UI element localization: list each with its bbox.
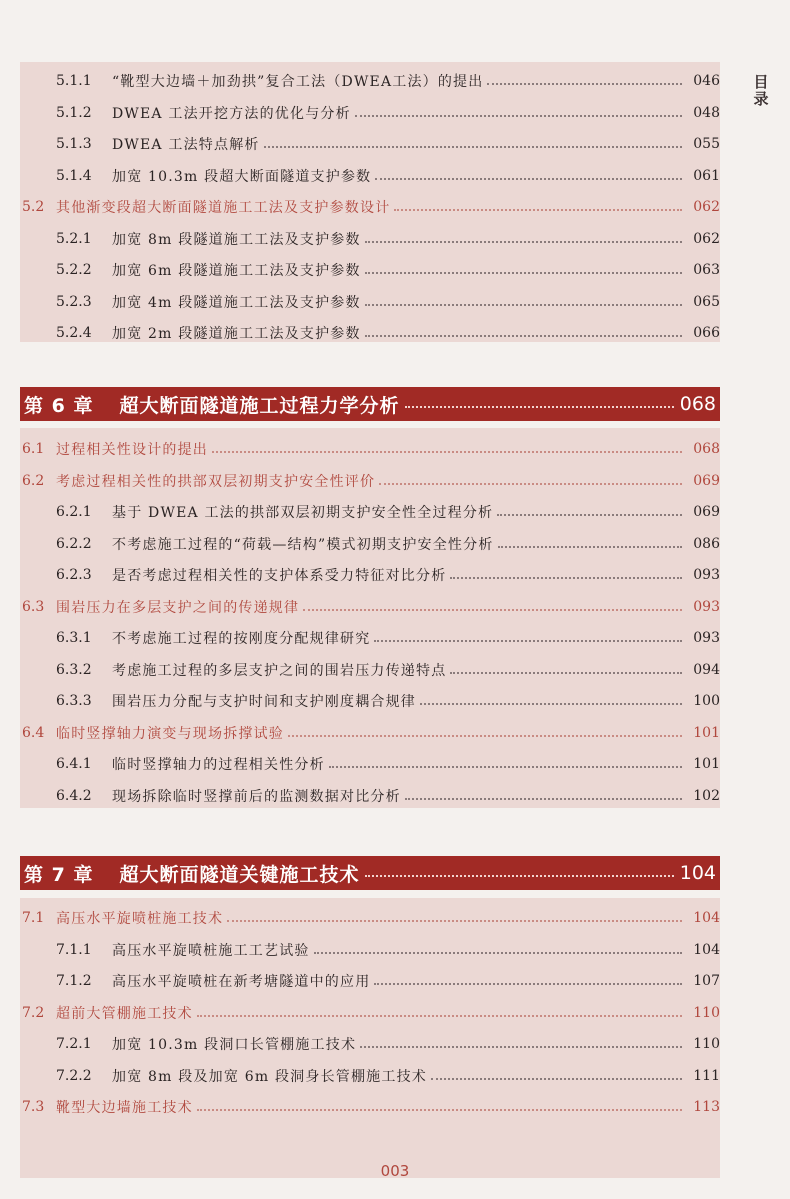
dot-leader bbox=[355, 115, 682, 117]
entry-number: 5.1.2 bbox=[56, 104, 92, 121]
entry-page: 110 bbox=[693, 1004, 720, 1021]
dot-leader bbox=[450, 672, 682, 674]
entry-number: 6.3 bbox=[22, 598, 45, 615]
entry-number: 6.2.3 bbox=[56, 567, 92, 583]
toc-section-entry[interactable] bbox=[20, 1000, 720, 1026]
entry-title: 靴型大边墙施工技术 bbox=[56, 1100, 193, 1116]
entry-title: DWEA 工法开挖方法的优化与分析 bbox=[112, 105, 351, 122]
entry-number: 6.2.1 bbox=[56, 504, 92, 520]
dot-leader bbox=[303, 609, 682, 611]
entry-page: 068 bbox=[693, 441, 720, 457]
dot-leader bbox=[431, 1078, 682, 1080]
toc-subsection-entry[interactable] bbox=[20, 320, 720, 346]
dot-leader bbox=[405, 406, 673, 408]
entry-title: 加宽 8m 段及加宽 6m 段洞身长管棚施工技术 bbox=[112, 1068, 427, 1085]
entry-number: 6.1 bbox=[22, 441, 45, 457]
toc-subsection-entry[interactable] bbox=[20, 289, 720, 315]
entry-title: 过程相关性设计的提出 bbox=[56, 442, 208, 458]
toc-subsection-entry[interactable] bbox=[20, 68, 720, 94]
chapter-heading[interactable] bbox=[20, 387, 720, 421]
page-number: 003 bbox=[380, 1162, 410, 1180]
entry-page: 110 bbox=[693, 1036, 720, 1052]
toc-section-entry[interactable] bbox=[20, 594, 720, 620]
entry-page: 063 bbox=[693, 262, 720, 278]
toc-subsection-entry[interactable] bbox=[20, 783, 720, 809]
dot-leader bbox=[365, 875, 673, 877]
toc-subsection-entry[interactable] bbox=[20, 751, 720, 777]
entry-title: 高压水平旋喷桩在新考塘隧道中的应用 bbox=[112, 974, 371, 990]
entry-title: 加宽 4m 段隧道施工工法及支护参数 bbox=[112, 294, 361, 311]
dot-leader bbox=[197, 1109, 682, 1111]
entry-number: 7.1 bbox=[22, 910, 45, 926]
entry-title: 不考虑施工过程的“荷载—结构”模式初期支护安全性分析 bbox=[112, 536, 494, 553]
dot-leader bbox=[394, 209, 682, 211]
dot-leader bbox=[498, 546, 682, 548]
entry-title: 基于 DWEA 工法的拱部双层初期支护安全性全过程分析 bbox=[112, 505, 494, 521]
entry-number: 7.2.1 bbox=[56, 1036, 92, 1052]
entry-title: 加宽 6m 段隧道施工工法及支护参数 bbox=[112, 263, 361, 279]
chapter-heading[interactable] bbox=[20, 856, 720, 890]
toc-subsection-entry[interactable] bbox=[20, 100, 720, 126]
toc-subsection-entry[interactable] bbox=[20, 257, 720, 283]
dot-leader bbox=[212, 451, 682, 453]
entry-number: 7.3 bbox=[22, 1099, 45, 1115]
entry-page: 111 bbox=[693, 1067, 720, 1084]
toc-section-entry[interactable] bbox=[20, 1094, 720, 1120]
entry-number: 5.2.3 bbox=[56, 293, 92, 310]
dot-leader bbox=[329, 766, 682, 768]
entry-page: 100 bbox=[693, 693, 720, 709]
entry-page: 046 bbox=[693, 73, 720, 89]
dot-leader bbox=[405, 798, 682, 800]
entry-number: 6.4.1 bbox=[56, 756, 92, 772]
entry-title: 加宽 2m 段隧道施工工法及支护参数 bbox=[112, 326, 361, 342]
entry-number: 6.3.3 bbox=[56, 693, 92, 709]
toc-section-entry[interactable] bbox=[20, 194, 720, 220]
entry-number: 5.1.3 bbox=[56, 136, 92, 152]
entry-page: 062 bbox=[693, 199, 720, 215]
entry-number: 7.2.2 bbox=[56, 1067, 92, 1084]
entry-page: 062 bbox=[693, 230, 720, 247]
entry-title: 其他渐变段超大断面隧道施工工法及支护参数设计 bbox=[56, 200, 391, 216]
entry-number: 7.2 bbox=[22, 1004, 45, 1021]
entry-number: 6.4.2 bbox=[56, 787, 92, 804]
toc-subsection-entry[interactable] bbox=[20, 625, 720, 651]
entry-page: 093 bbox=[693, 630, 720, 646]
entry-number: 5.1.1 bbox=[56, 73, 92, 89]
entry-title: 是否考虑过程相关性的支护体系受力特征对比分析 bbox=[112, 568, 447, 584]
toc-subsection-entry[interactable] bbox=[20, 688, 720, 714]
entry-page: 066 bbox=[693, 325, 720, 341]
side-label: 目录 bbox=[753, 73, 769, 108]
entry-page: 101 bbox=[693, 724, 720, 741]
toc-subsection-entry[interactable] bbox=[20, 968, 720, 994]
entry-page: 093 bbox=[693, 598, 720, 615]
entry-title: 加宽 8m 段隧道施工工法及支护参数 bbox=[112, 231, 361, 248]
entry-page: 101 bbox=[693, 756, 720, 772]
dot-leader bbox=[264, 146, 682, 148]
dot-leader bbox=[374, 640, 682, 642]
dot-leader bbox=[197, 1015, 682, 1017]
entry-page: 104 bbox=[693, 910, 720, 926]
entry-title: 考虑施工过程的多层支护之间的围岩压力传递特点 bbox=[112, 662, 447, 679]
toc-section-entry[interactable] bbox=[20, 905, 720, 931]
dot-leader bbox=[227, 920, 682, 922]
toc-section-entry[interactable] bbox=[20, 436, 720, 462]
entry-number: 7.1.1 bbox=[56, 941, 92, 958]
entry-title: DWEA 工法特点解析 bbox=[112, 137, 260, 153]
chapter-page: 068 bbox=[679, 393, 716, 415]
dot-leader bbox=[487, 83, 682, 85]
entry-title: 临时竖撑轴力的过程相关性分析 bbox=[112, 757, 325, 773]
entry-page: 093 bbox=[693, 567, 720, 583]
entry-page: 113 bbox=[693, 1099, 720, 1115]
entry-page: 048 bbox=[693, 104, 720, 121]
toc-subsection-entry[interactable] bbox=[20, 937, 720, 963]
entry-page: 107 bbox=[693, 973, 720, 989]
entry-page: 061 bbox=[693, 167, 720, 184]
entry-page: 065 bbox=[693, 293, 720, 310]
dot-leader bbox=[365, 335, 682, 337]
chapter-page: 104 bbox=[679, 862, 716, 884]
entry-number: 5.2 bbox=[22, 199, 45, 215]
toc-section-entry[interactable] bbox=[20, 720, 720, 746]
entry-number: 5.2.2 bbox=[56, 262, 92, 278]
dot-leader bbox=[379, 483, 682, 485]
entry-page: 069 bbox=[693, 504, 720, 520]
chapter-title: 超大断面隧道施工过程力学分析 bbox=[119, 394, 400, 417]
entry-number: 6.2.2 bbox=[56, 535, 92, 552]
entry-page: 094 bbox=[693, 661, 720, 678]
entry-title: 现场拆除临时竖撑前后的监测数据对比分析 bbox=[112, 788, 401, 805]
dot-leader bbox=[420, 703, 682, 705]
entry-title: 高压水平旋喷桩施工工艺试验 bbox=[112, 942, 310, 959]
dot-leader bbox=[375, 178, 682, 180]
entry-title: 加宽 10.3m 段洞口长管棚施工技术 bbox=[112, 1037, 357, 1053]
entry-number: 5.1.4 bbox=[56, 167, 92, 184]
entry-page: 086 bbox=[693, 535, 720, 552]
dot-leader bbox=[450, 577, 682, 579]
dot-leader bbox=[365, 304, 682, 306]
dot-leader bbox=[365, 272, 682, 274]
entry-title: 不考虑施工过程的按刚度分配规律研究 bbox=[112, 631, 371, 647]
chapter-number: 第 7 章 bbox=[24, 863, 94, 886]
toc-subsection-entry[interactable] bbox=[20, 657, 720, 683]
toc-subsection-entry[interactable] bbox=[20, 131, 720, 157]
chapter-number: 第 6 章 bbox=[24, 394, 94, 417]
entry-title: 临时竖撑轴力演变与现场拆撑试验 bbox=[56, 725, 284, 742]
dot-leader bbox=[365, 241, 682, 243]
chapter-title: 超大断面隧道关键施工技术 bbox=[119, 863, 360, 886]
entry-page: 104 bbox=[693, 941, 720, 958]
toc-subsection-entry[interactable] bbox=[20, 499, 720, 525]
dot-leader bbox=[497, 514, 682, 516]
toc-subsection-entry[interactable] bbox=[20, 531, 720, 557]
entry-page: 055 bbox=[693, 136, 720, 152]
entry-title: 超前大管棚施工技术 bbox=[56, 1005, 193, 1022]
entry-title: 高压水平旋喷桩施工技术 bbox=[56, 911, 224, 927]
entry-page: 102 bbox=[693, 787, 720, 804]
toc-subsection-entry[interactable] bbox=[20, 1031, 720, 1057]
toc-section-entry[interactable] bbox=[20, 468, 720, 494]
entry-number: 7.1.2 bbox=[56, 973, 92, 989]
entry-title: 围岩压力在多层支护之间的传递规律 bbox=[56, 599, 300, 616]
entry-number: 6.4 bbox=[22, 724, 45, 741]
dot-leader bbox=[288, 735, 682, 737]
toc-subsection-entry[interactable] bbox=[20, 1063, 720, 1089]
entry-title: “靴型大边墙＋加劲拱”复合工法（DWEA工法）的提出 bbox=[112, 74, 484, 90]
entry-title: 考虑过程相关性的拱部双层初期支护安全性评价 bbox=[56, 473, 376, 490]
entry-number: 6.3.1 bbox=[56, 630, 92, 646]
entry-number: 6.2 bbox=[22, 472, 45, 489]
entry-number: 6.3.2 bbox=[56, 661, 92, 678]
entry-page: 069 bbox=[693, 472, 720, 489]
toc-subsection-entry[interactable] bbox=[20, 226, 720, 252]
entry-title: 加宽 10.3m 段超大断面隧道支护参数 bbox=[112, 168, 372, 185]
entry-number: 5.2.1 bbox=[56, 230, 92, 247]
entry-title: 围岩压力分配与支护时间和支护刚度耦合规律 bbox=[112, 694, 416, 710]
dot-leader bbox=[360, 1046, 682, 1048]
entry-number: 5.2.4 bbox=[56, 325, 92, 341]
dot-leader bbox=[374, 983, 682, 985]
toc-subsection-entry[interactable] bbox=[20, 163, 720, 189]
dot-leader bbox=[314, 952, 682, 954]
toc-subsection-entry[interactable] bbox=[20, 562, 720, 588]
